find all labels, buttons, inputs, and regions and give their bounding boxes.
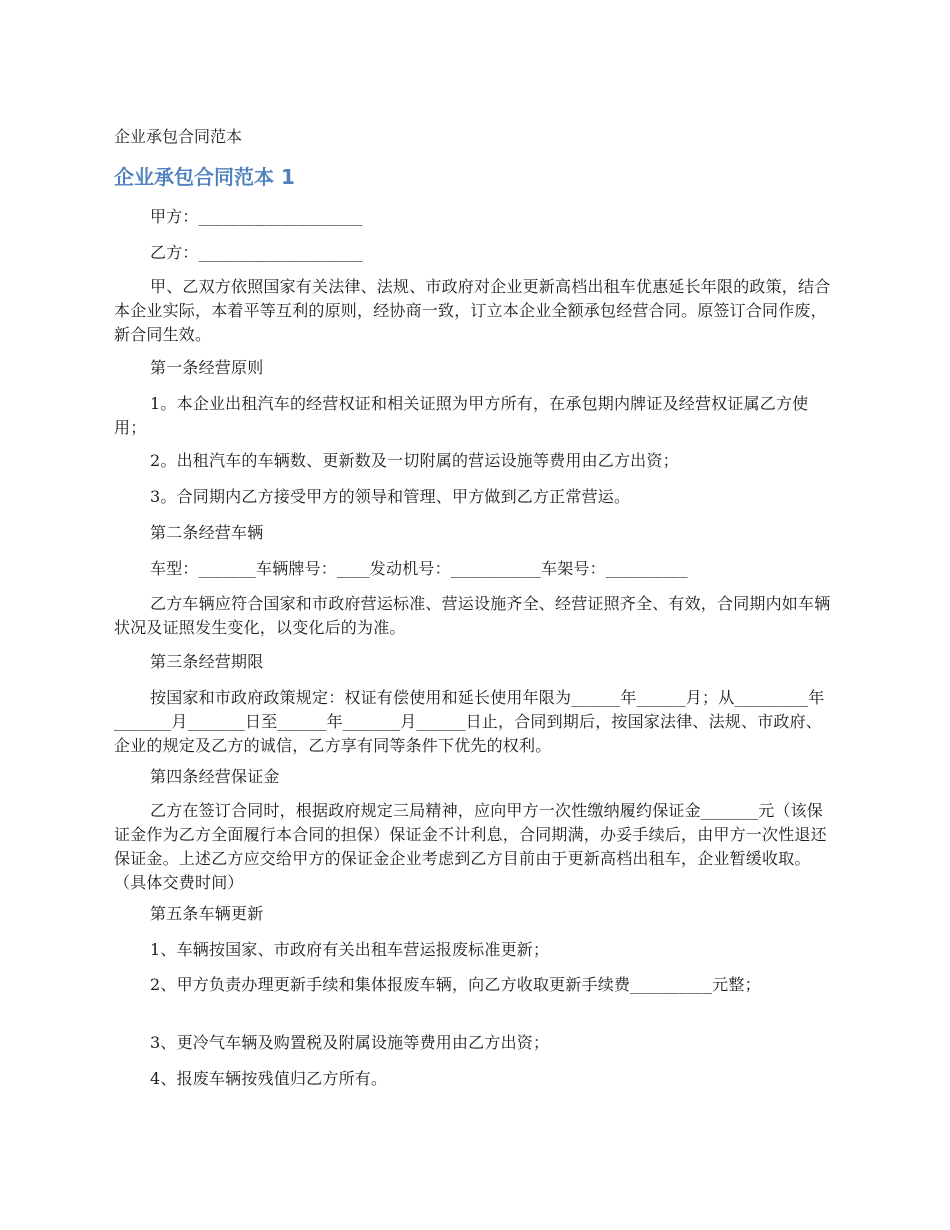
vehicle-info-line: 车型：_______车辆牌号：____发动机号：___________车架号：__________: [150, 559, 688, 578]
document-title: 企业承包合同范本: [114, 127, 243, 146]
section-heading: 企业承包合同范本 1: [114, 165, 295, 189]
article-1-item-3: 3。合同期内乙方接受甲方的领导和管理、甲方做到乙方正常营运。: [150, 487, 631, 506]
article-1-heading: 第一条经营原则: [150, 358, 264, 377]
article-3-paragraph: 按国家和市政府政策规定：权证有偿使用和延长使用年限为______年______月；从_________年_______月_______日至______年_______月______日止，合同到期后，按国家法律、法规、市政府、企业的规定及乙方的诚信，乙方享有同等条件下优先的权利。: [114, 688, 825, 755]
article-4-heading: 第四条经营保证金: [150, 767, 280, 786]
party-a-line: 甲方：____________________: [150, 207, 363, 226]
article-5-item-2: 2、甲方负责办理更新手续和集体报废车辆，向乙方收取更新手续费__________元整；: [150, 975, 761, 994]
article-5-item-4: 4、报废车辆按残值归乙方所有。: [150, 1069, 388, 1088]
article-4-paragraph: 乙方在签订合同时，根据政府规定三局精神，应向甲方一次性缴纳履约保证金_______元（该保证金作为乙方全面履行本合同的担保）保证金不计利息，合同期满，办妥手续后，由甲方一次性退还保证金。上述乙方应交给甲方的保证金企业考虑到乙方目前由于更新高档出租车，企业暂缓收取。（具体交费时间）: [114, 801, 827, 892]
party-b-line: 乙方：____________________: [150, 243, 363, 262]
article-5-item-3: 3、更冷气车辆及购置税及附属设施等费用由乙方出资；: [150, 1033, 550, 1052]
article-5-item-1: 1、车辆按国家、市政府有关出租车营运报废标准更新；: [150, 940, 550, 959]
article-5-heading: 第五条车辆更新: [150, 904, 264, 923]
article-1-item-1: 1。本企业出租汽车的经营权证和相关证照为甲方所有，在承包期内牌证及经营权证属乙方使用；: [114, 394, 809, 437]
article-2-paragraph: 乙方车辆应符合国家和市政府营运标准、营运设施齐全、经营证照齐全、有效，合同期内如车辆状况及证照发生变化，以变化后的为准。: [114, 594, 831, 637]
article-1-item-2: 2。出租汽车的车辆数、更新数及一切附属的营运设施等费用由乙方出资；: [150, 451, 679, 470]
preamble-paragraph: 甲、乙双方依照国家有关法律、法规、市政府对企业更新高档出租车优惠延长年限的政策，结合本企业实际，本着平等互利的原则，经协商一致，订立本企业全额承包经营合同。原签订合同作废，新合同生效。: [114, 277, 831, 344]
article-2-heading: 第二条经营车辆: [150, 523, 264, 542]
article-3-heading: 第三条经营期限: [150, 652, 264, 671]
